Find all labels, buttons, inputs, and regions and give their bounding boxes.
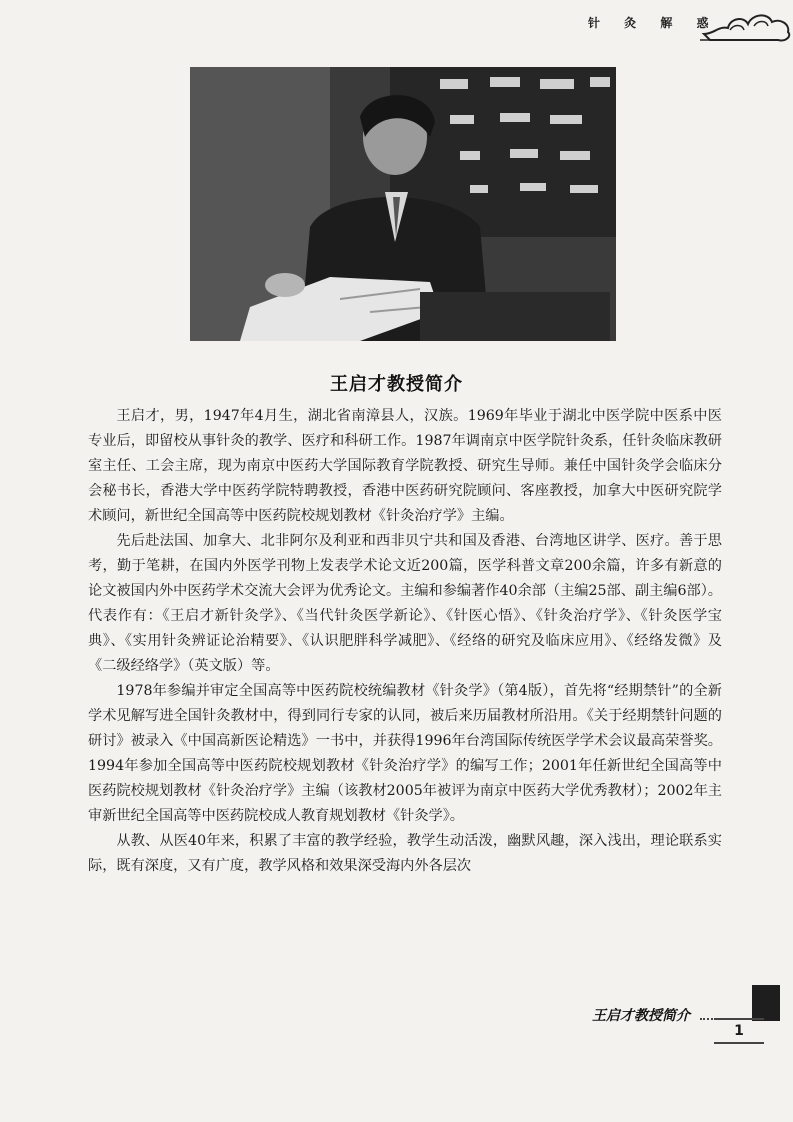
cloud-ornament-icon bbox=[700, 4, 793, 44]
paragraph: 1978年参编并审定全国高等中医药院校统编教材《针灸学》（第4版），首先将“经期禁针”的全新学术见解写进全国针灸教材中，得到同行专家的认同，被后来历届教材所沿用。《关于经期禁针问题的研讨》被录入《中国高新医论精选》一书中，并获得1996年台湾国际传统医学学术会议最高荣誉奖。1994年参加全国高等中医药院校规划教材《针灸治疗学》的编写工作；2001年任新世纪全国高等中医药院校规划教材《针灸治疗学》主编（该教材2005年被评为南京中医药大学优秀教材）；2002年主审新世纪全国高等中医药院校成人教育规划教材《针灸学》。 bbox=[88, 683, 722, 824]
page-number: 1 bbox=[714, 1018, 764, 1044]
running-header-title: 针 灸 解 惑 bbox=[588, 16, 719, 30]
biography-body bbox=[88, 404, 722, 879]
paragraph: 先后赴法国、加拿大、北非阿尔及利亚和西非贝宁共和国及香港、台湾地区讲学、医疗。善于思考，勤于笔耕，在国内外医学刊物上发表学术论文近200篇，医学科普文章200余篇，许多有新意的论文被国内外中医药学术交流大会评为优秀论文。主编和参编著作40余部（主编25部、副主编6部）。代表作有：《王启才新针灸学》、《当代针灸医学新论》、《针医心悟》、《针灸治疗学》、《针灸医学宝典》、《实用针灸辨证论治精要》、《认识肥胖科学减肥》、《经络的研究及临床应用》、《经络发微》及《二级经络学》（英文版）等。 bbox=[88, 533, 722, 674]
paragraph: 王启才，男，1947年4月生，湖北省南漳县人，汉族。1969年毕业于湖北中医学院中医系中医专业后，即留校从事针灸的教学、医疗和科研工作。1987年调南京中医学院针灸系，任针灸临床教研室主任、工会主席，现为南京中医药大学国际教育学院教授、研究生导师。兼任中国针灸学会临床分会秘书长，香港大学中医药学院特聘教授，香港中医药研究院顾问、客座教授，加拿大中医研究院学术顾问，新世纪全国高等中医药院校规划教材《针灸治疗学》主编。 bbox=[88, 408, 722, 524]
portrait-photo bbox=[190, 67, 616, 341]
page-header bbox=[0, 0, 793, 48]
section-title: 王启才教授简介 bbox=[330, 374, 463, 395]
paragraph: 从教、从医40年来，积累了丰富的教学经验，教学生动活泼，幽默风趣，深入浅出，理论联系实际，既有深度，又有广度，教学风格和效果深受海内外各层次 bbox=[88, 833, 722, 874]
running-footer-title: 王启才教授简介 bbox=[592, 1008, 690, 1024]
